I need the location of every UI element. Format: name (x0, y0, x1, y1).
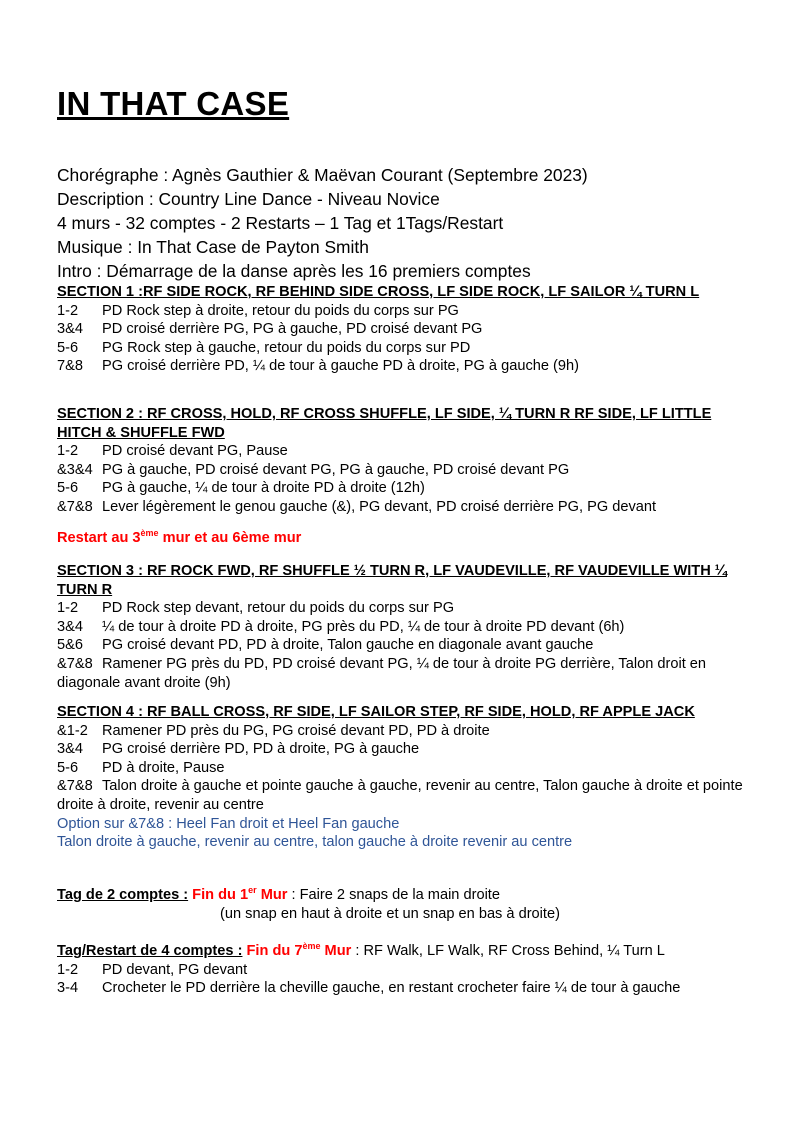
step-row-wrapped (57, 655, 747, 692)
step-text: PG croisé derrière PD, ¼ de tour à gauche PD à droite, PG à gauche (9h) (102, 358, 579, 375)
tag-restart-block (57, 942, 747, 998)
step-row (57, 498, 747, 517)
step-count: 1-2 (57, 961, 79, 978)
step-text: PG Rock step à gauche, retour du poids du corps sur PD (102, 339, 471, 356)
step-row (57, 722, 747, 741)
intro-block (57, 163, 588, 283)
description-line: Description : Country Line Dance - Niveau Novice (57, 189, 440, 209)
step-count: &3&4 (57, 461, 93, 478)
step-count: 3-4 (57, 980, 79, 997)
step-row (57, 759, 747, 778)
restart-text: Restart au 3ème mur et au 6ème mur (57, 528, 302, 546)
tag-restart-text: : RF Walk, LF Walk, RF Cross Behind, ¼ Turn L (351, 943, 665, 959)
step-row (57, 442, 747, 461)
step-count: 5-6 (57, 339, 79, 356)
option-line-2: Talon droite à gauche, revenir au centre, talon gauche à droite revenir au centre (57, 834, 573, 851)
step-text: PG à gauche, PD croisé devant PG, PG à gauche, PD croisé devant PG (102, 461, 570, 478)
section-2 (57, 405, 747, 517)
step-count: 3&4 (57, 321, 83, 338)
step-count: &7&8 (57, 498, 93, 515)
step-count: 5&6 (57, 637, 83, 654)
step-text: PG croisé derrière PD, PD à droite, PG à gauche (102, 741, 420, 758)
step-row-wrapped (57, 777, 747, 814)
step-count: 5-6 (57, 480, 79, 497)
step-row (57, 740, 747, 759)
tag-restart-wall: Fin du 7ème Mur (246, 941, 352, 959)
step-text: ¼ de tour à droite PD à droite, PG près du PD, ¼ de tour à droite PD devant (6h) (102, 618, 625, 635)
step-text: PD Rock step à droite, retour du poids du corps sur PG (102, 302, 459, 319)
step-text: PG à gauche, ¼ de tour à droite PD à droite (12h) (102, 480, 425, 497)
section-4 (57, 703, 747, 852)
section-2-title: SECTION 2 : RF CROSS, HOLD, RF CROSS SHUFFLE, LF SIDE, ¼ TURN R RF SIDE, LF LITTLE HITCH & SHUFFLE FWD (57, 406, 712, 441)
step-row (57, 479, 747, 498)
step-count: 7&8 (57, 358, 83, 375)
walls-counts-line: 4 murs - 32 comptes - 2 Restarts – 1 Tag et 1Tags/Restart (57, 213, 504, 233)
intro-line: Intro : Démarrage de la danse après les 16 premiers comptes (57, 261, 531, 281)
step-text: PD à droite, Pause (102, 759, 225, 776)
tag-block (57, 886, 747, 923)
step-row (57, 302, 747, 321)
step-row (57, 461, 747, 480)
step-text: Talon droite à gauche et pointe gauche à gauche, revenir au centre, Talon gauche à droite et pointe droite à droite, revenir au centre (57, 778, 743, 813)
step-row-wrapped (57, 979, 747, 998)
step-row (57, 357, 747, 376)
step-count: 3&4 (57, 618, 83, 635)
section-1 (57, 283, 747, 376)
step-count: &7&8 (57, 778, 93, 795)
step-text: PD devant, PG devant (102, 961, 248, 978)
tag-line (57, 886, 747, 905)
section-4-title: SECTION 4 : RF BALL CROSS, RF SIDE, LF SAILOR STEP, RF SIDE, HOLD, RF APPLE JACK (57, 704, 695, 720)
step-count: 5-6 (57, 759, 79, 776)
step-row (57, 618, 747, 637)
step-text: PD croisé derrière PG, PG à gauche, PD croisé devant PG (102, 321, 483, 338)
step-text: Lever légèrement le genou gauche (&), PG devant, PD croisé derrière PG, PG devant (102, 498, 657, 515)
step-row (57, 599, 747, 618)
option-line-1: Option sur &7&8 : Heel Fan droit et Heel Fan gauche (57, 815, 400, 832)
step-text: PG croisé devant PD, PD à droite, Talon gauche en diagonale avant gauche (102, 637, 594, 654)
step-row (57, 636, 747, 655)
tag-text: : Faire 2 snaps de la main droite (287, 887, 500, 903)
step-text: PD Rock step devant, retour du poids du corps sur PG (102, 600, 455, 617)
tag-restart-line (57, 942, 747, 961)
section-1-title: SECTION 1 :RF SIDE ROCK, RF BEHIND SIDE CROSS, LF SIDE ROCK, LF SAILOR ¼ TURN L (57, 284, 700, 300)
step-text: Ramener PD près du PG, PG croisé devant PD, PD à droite (102, 722, 490, 739)
tag-wall: Fin du 1er Mur (192, 885, 288, 903)
step-text: Ramener PG près du PD, PD croisé devant PG, ¼ de tour à droite PG derrière, Talon droit en diagonale avant droite (9h) (57, 655, 707, 691)
step-text: PD croisé devant PG, Pause (102, 443, 288, 460)
tag-restart-label: Tag/Restart de 4 comptes : (57, 943, 243, 959)
section-3-title: SECTION 3 : RF ROCK FWD, RF SHUFFLE ½ TURN R, LF VAUDEVILLE, RF VAUDEVILLE WITH ¼ TURN R (57, 563, 727, 598)
step-row (57, 339, 747, 358)
tag-label: Tag de 2 comptes : (57, 887, 189, 903)
step-count: 1-2 (57, 600, 79, 617)
step-row (57, 961, 747, 980)
choreographer-line: Chorégraphe : Agnès Gauthier & Maëvan Courant (Septembre 2023) (57, 165, 588, 185)
step-count: &7&8 (57, 655, 93, 672)
section-3 (57, 562, 747, 692)
step-count: 1-2 (57, 302, 79, 319)
step-count: 1-2 (57, 443, 79, 460)
step-count: 3&4 (57, 741, 83, 758)
dance-title: IN THAT CASE (57, 85, 290, 122)
step-row (57, 320, 747, 339)
tag-line-2: (un snap en haut à droite et un snap en bas à droite) (220, 905, 560, 922)
restart-note (57, 529, 747, 548)
music-line: Musique : In That Case de Payton Smith (57, 237, 369, 257)
step-count: &1-2 (57, 722, 88, 739)
step-text: Crocheter le PD derrière la cheville gauche, en restant crocheter faire ¼ de tour à gauche (102, 980, 681, 997)
